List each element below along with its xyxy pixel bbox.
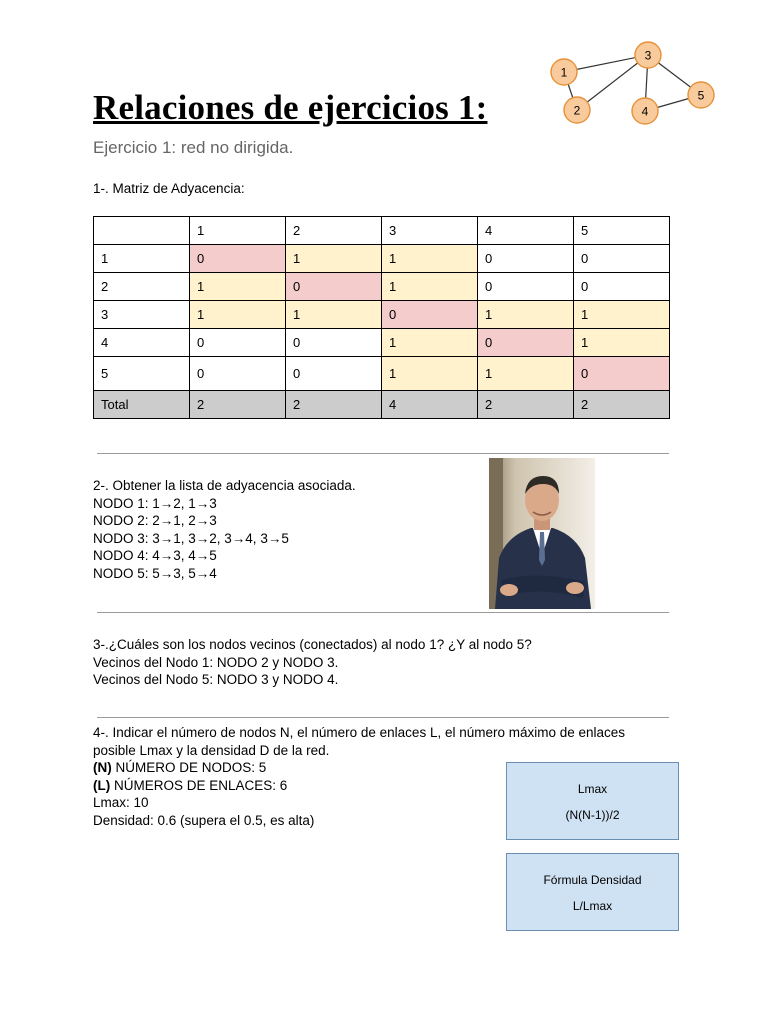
matrix-row: [94, 301, 670, 329]
density-formula-box: [506, 853, 679, 931]
page-title: Relaciones de ejercicios 1:: [93, 88, 488, 127]
nodes-count-text: NÚMERO DE NODOS: 5: [111, 760, 267, 775]
matrix-cell: 0: [382, 301, 478, 329]
matrix-cell: 1: [478, 357, 574, 391]
matrix-cell: 1: [382, 329, 478, 357]
matrix-row: [94, 245, 670, 273]
matrix-header-cell: 3: [382, 217, 478, 245]
matrix-header-row: [94, 217, 670, 245]
matrix-total-cell: 2: [190, 391, 286, 419]
matrix-cell: 0: [190, 357, 286, 391]
matrix-header-cell: 2: [286, 217, 382, 245]
matrix-cell: 0: [574, 357, 670, 391]
graph-node-label: 5: [697, 88, 705, 103]
section4-heading-line2: posible Lmax y la densidad D de la red.: [93, 743, 330, 758]
divider: [97, 453, 669, 454]
links-count-text: NÚMEROS DE ENLACES: 6: [110, 778, 288, 793]
nodes-count-label: (N): [93, 760, 112, 775]
matrix-cell: 0: [286, 329, 382, 357]
adjacency-list-item: NODO 5: 5→3, 5→4: [93, 566, 217, 581]
matrix-row-label: 3: [94, 301, 190, 329]
matrix-cell: 0: [478, 245, 574, 273]
matrix-cell: 0: [286, 273, 382, 301]
matrix-cell: 1: [286, 245, 382, 273]
density-box-formula: L/Lmax: [572, 899, 613, 913]
matrix-header-cell: 1: [190, 217, 286, 245]
matrix-total-cell: 4: [382, 391, 478, 419]
lmax-box-formula: (N(N-1))/2: [565, 808, 620, 822]
person-portrait-icon: [489, 458, 595, 609]
matrix-header-cell: 4: [478, 217, 574, 245]
adjacency-matrix: [93, 216, 670, 419]
neighbors-node5: Vecinos del Nodo 5: NODO 3 y NODO 4.: [93, 672, 339, 687]
matrix-cell: 0: [190, 329, 286, 357]
matrix-total-label: Total: [94, 391, 190, 419]
graph-node-label: 3: [644, 48, 652, 63]
matrix-total-cell: 2: [574, 391, 670, 419]
matrix-cell: 1: [190, 301, 286, 329]
matrix-cell: 0: [478, 273, 574, 301]
graph-node-label: 1: [560, 65, 568, 80]
nodes-count: [93, 759, 266, 777]
matrix-cell: 0: [190, 245, 286, 273]
matrix-total-cell: 2: [286, 391, 382, 419]
matrix-cell: 0: [574, 245, 670, 273]
matrix-cell: 0: [286, 357, 382, 391]
matrix-header-cell: [94, 217, 190, 245]
density-box-title: Fórmula Densidad: [543, 873, 642, 887]
section2-heading: 2-. Obtener la lista de adyacencia asociada.: [93, 478, 356, 493]
adjacency-list-item: NODO 3: 3→1, 3→2, 3→4, 3→5: [93, 531, 289, 546]
neighbors-node1: Vecinos del Nodo 1: NODO 2 y NODO 3.: [93, 655, 339, 670]
matrix-cell: 1: [190, 273, 286, 301]
network-graph: [540, 38, 720, 128]
matrix-cell: 1: [574, 301, 670, 329]
matrix-row: [94, 357, 670, 391]
matrix-cell: 1: [574, 329, 670, 357]
matrix-cell: 1: [382, 273, 478, 301]
links-count-label: (L): [93, 778, 111, 793]
adjacency-list-item: NODO 2: 2→1, 2→3: [93, 513, 217, 528]
matrix-cell: 0: [574, 273, 670, 301]
divider: [97, 717, 669, 718]
lmax-formula-box: [506, 762, 679, 840]
matrix-cell: 0: [478, 329, 574, 357]
matrix-row: [94, 273, 670, 301]
matrix-cell: 1: [382, 245, 478, 273]
density-value: Densidad: 0.6 (supera el 0.5, es alta): [93, 813, 315, 828]
exercise-subtitle: Ejercicio 1: red no dirigida.: [93, 138, 294, 157]
divider: [97, 612, 669, 613]
matrix-cell: 1: [478, 301, 574, 329]
matrix-row: [94, 329, 670, 357]
matrix-total-row: [94, 391, 670, 419]
matrix-row-label: 5: [94, 357, 190, 391]
matrix-header-cell: 5: [574, 217, 670, 245]
matrix-row-label: 2: [94, 273, 190, 301]
matrix-row-label: 1: [94, 245, 190, 273]
matrix-cell: 1: [382, 357, 478, 391]
graph-node-label: 2: [573, 103, 581, 118]
section4-heading-line1: 4-. Indicar el número de nodos N, el número de enlaces L, el número máximo de enlaces: [93, 725, 626, 740]
adjacency-list-item: NODO 1: 1→2, 1→3: [93, 496, 217, 511]
lmax-value: Lmax: 10: [93, 795, 149, 810]
section1-heading: 1-. Matriz de Adyacencia:: [93, 181, 245, 196]
matrix-row-label: 4: [94, 329, 190, 357]
lmax-box-title: Lmax: [577, 782, 608, 796]
adjacency-list-item: NODO 4: 4→3, 4→5: [93, 548, 217, 563]
graph-node-label: 4: [641, 104, 649, 119]
section3-heading: 3-.¿Cuáles son los nodos vecinos (conectados) al nodo 1? ¿Y al nodo 5?: [93, 637, 532, 652]
links-count: [93, 777, 287, 795]
matrix-total-cell: 2: [478, 391, 574, 419]
matrix-cell: 1: [286, 301, 382, 329]
